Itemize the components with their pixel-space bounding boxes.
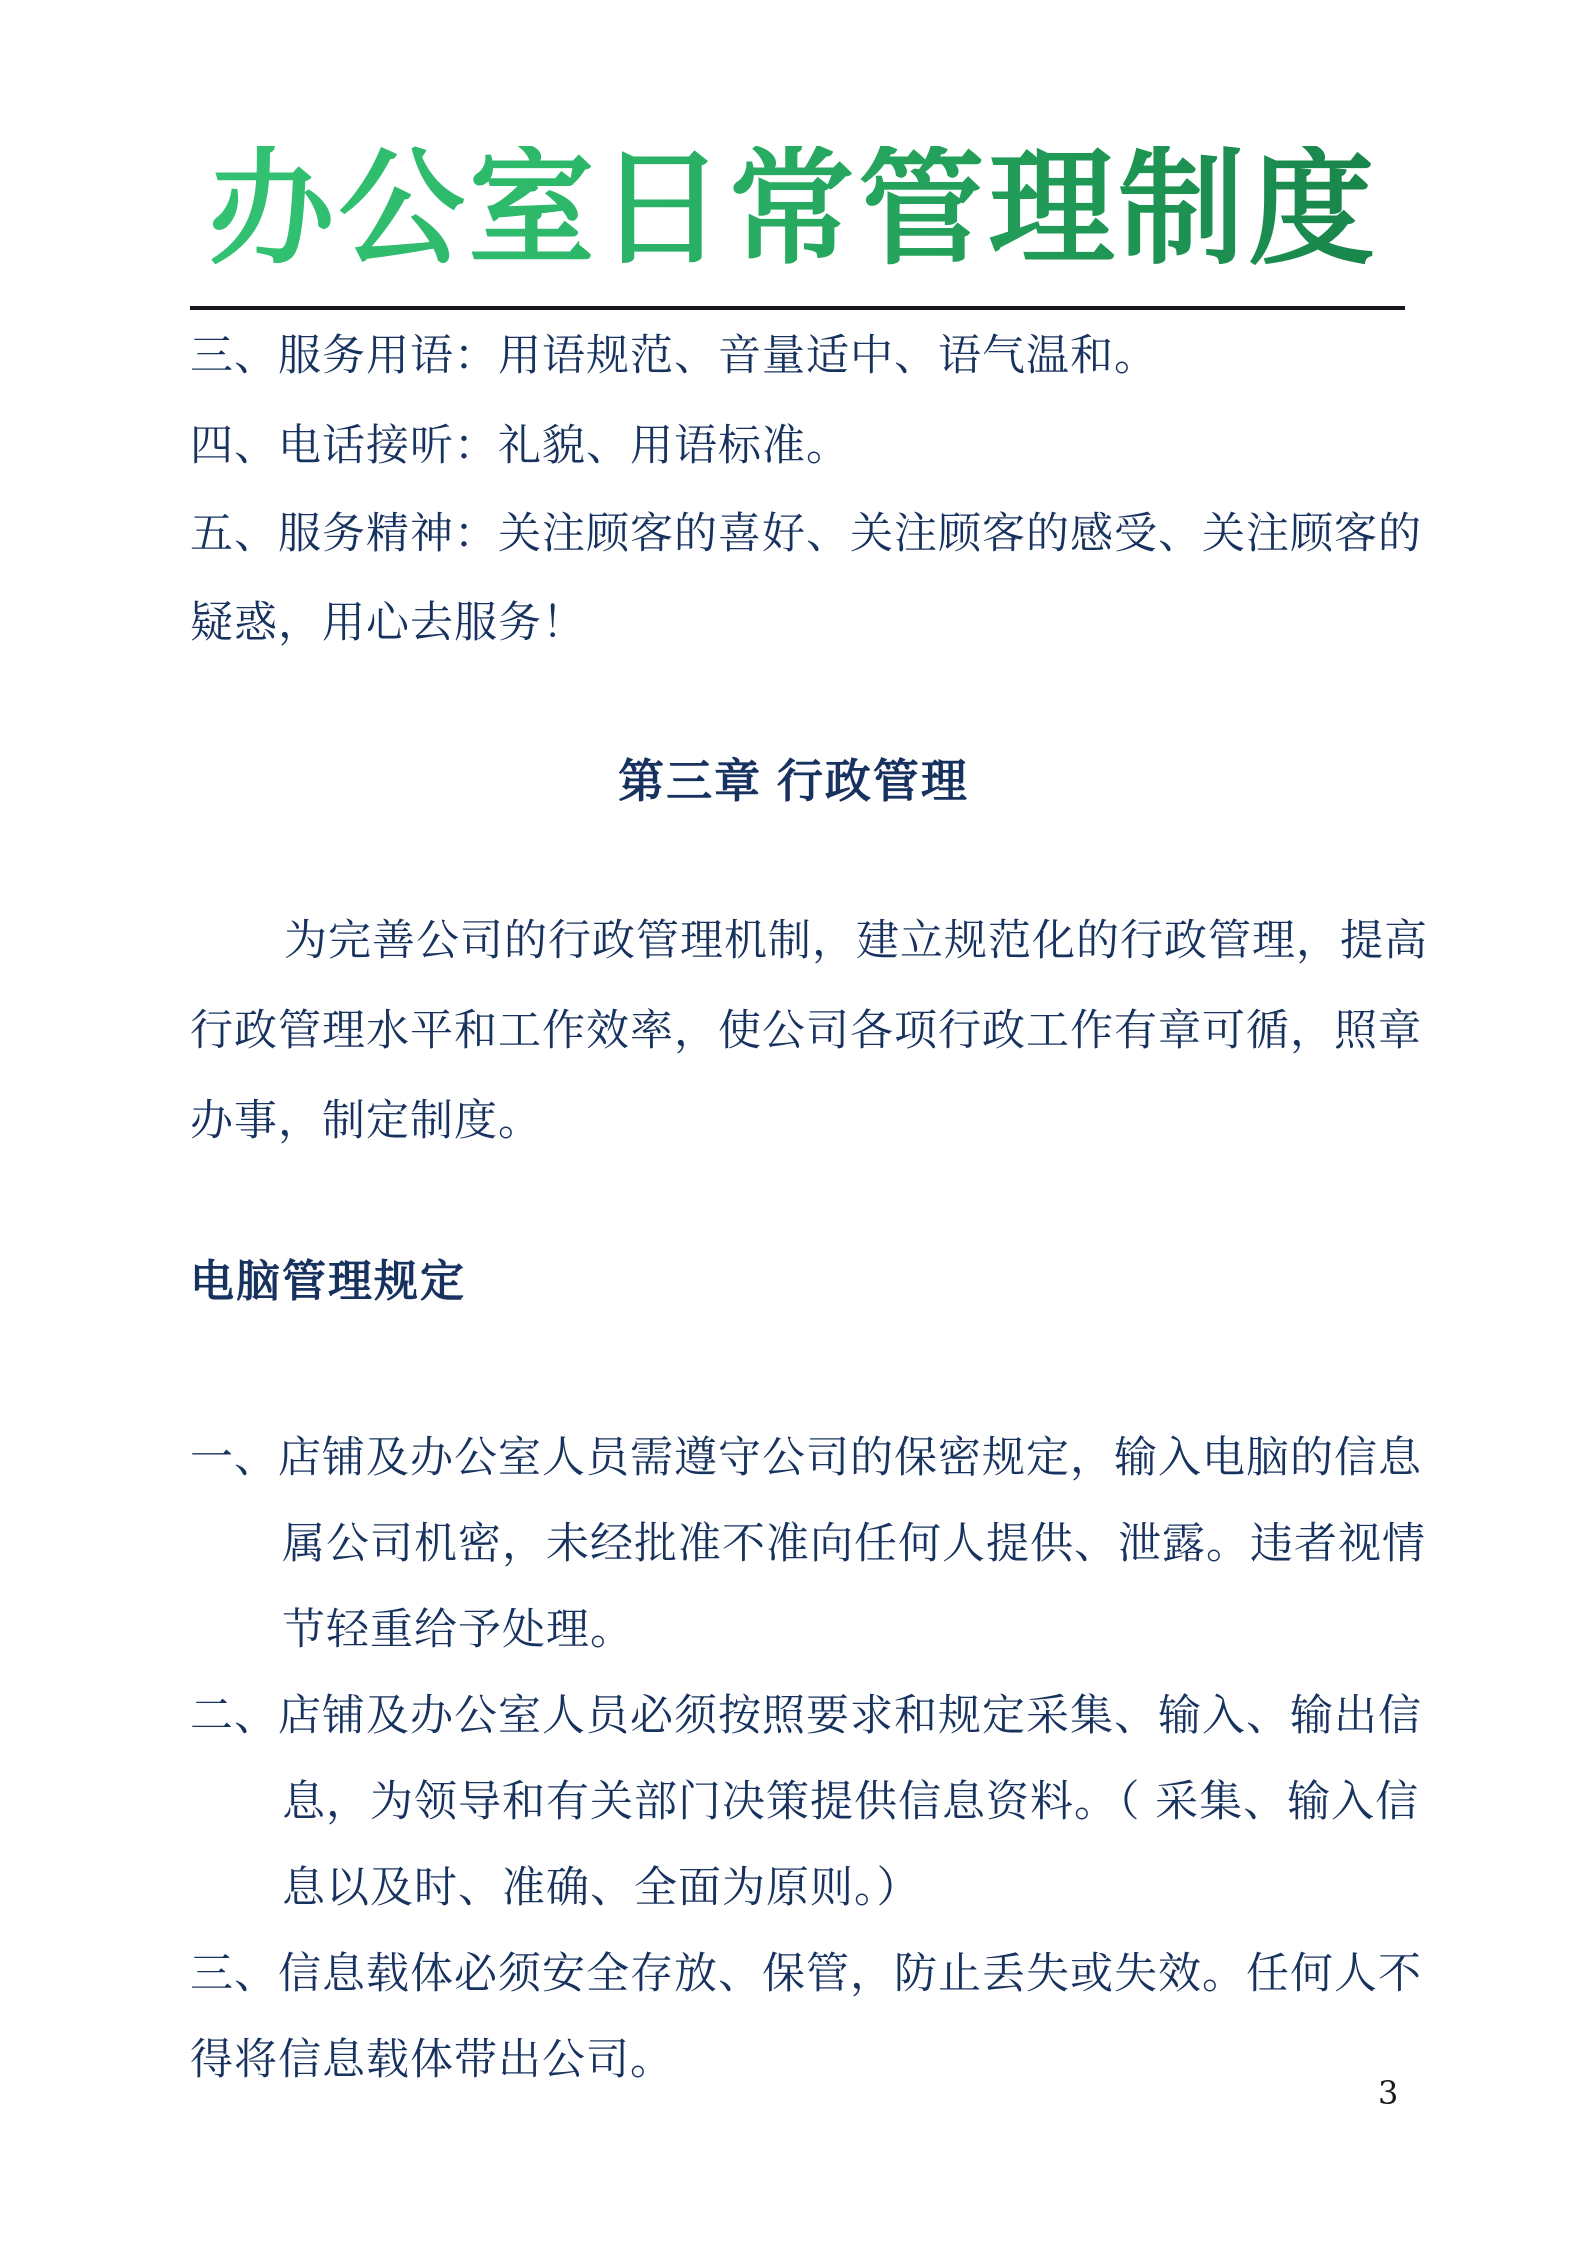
rule-item-line: 三、信息载体必须安全存放、保管，防止丢失或失效。任何人不 bbox=[190, 1949, 1422, 1999]
chapter-intro-line: 办事，制定制度。 bbox=[190, 1096, 542, 1146]
intro-line: 五、服务精神：关注顾客的喜好、关注顾客的感受、关注顾客的 bbox=[190, 509, 1422, 559]
intro-line: 三、服务用语：用语规范、音量适中、语气温和。 bbox=[190, 331, 1158, 381]
rule-item-line: 二、店铺及办公室人员必须按照要求和规定采集、输入、输出信 bbox=[190, 1691, 1422, 1741]
rule-item-line: 节轻重给予处理。 bbox=[282, 1605, 634, 1655]
rule-item-line: 息以及时、准确、全面为原则。） bbox=[282, 1863, 921, 1913]
rule-item-line: 息，为领导和有关部门决策提供信息资料。（ 采集、输入信 bbox=[282, 1777, 1420, 1827]
chapter-intro-line: 为完善公司的行政管理机制，建立规范化的行政管理，提高 bbox=[284, 916, 1428, 966]
chapter-heading: 第三章 行政管理 bbox=[618, 755, 969, 807]
page-number: 3 bbox=[1378, 2074, 1399, 2112]
document-title: 办公室日常管理制度 bbox=[0, 146, 1587, 272]
section-heading: 电脑管理规定 bbox=[190, 1257, 466, 1306]
intro-line: 疑惑，用心去服务！ bbox=[190, 598, 586, 648]
rule-item-line: 一、店铺及办公室人员需遵守公司的保密规定，输入电脑的信息 bbox=[190, 1433, 1422, 1483]
rule-item-line: 属公司机密，未经批准不准向任何人提供、泄露。违者视情 bbox=[282, 1519, 1426, 1569]
intro-line: 四、电话接听：礼貌、用语标准。 bbox=[190, 421, 850, 471]
title-divider-line bbox=[190, 306, 1405, 310]
rule-item-line: 得将信息载体带出公司。 bbox=[190, 2035, 674, 2085]
chapter-intro-line: 行政管理水平和工作效率，使公司各项行政工作有章可循，照章 bbox=[190, 1006, 1422, 1056]
